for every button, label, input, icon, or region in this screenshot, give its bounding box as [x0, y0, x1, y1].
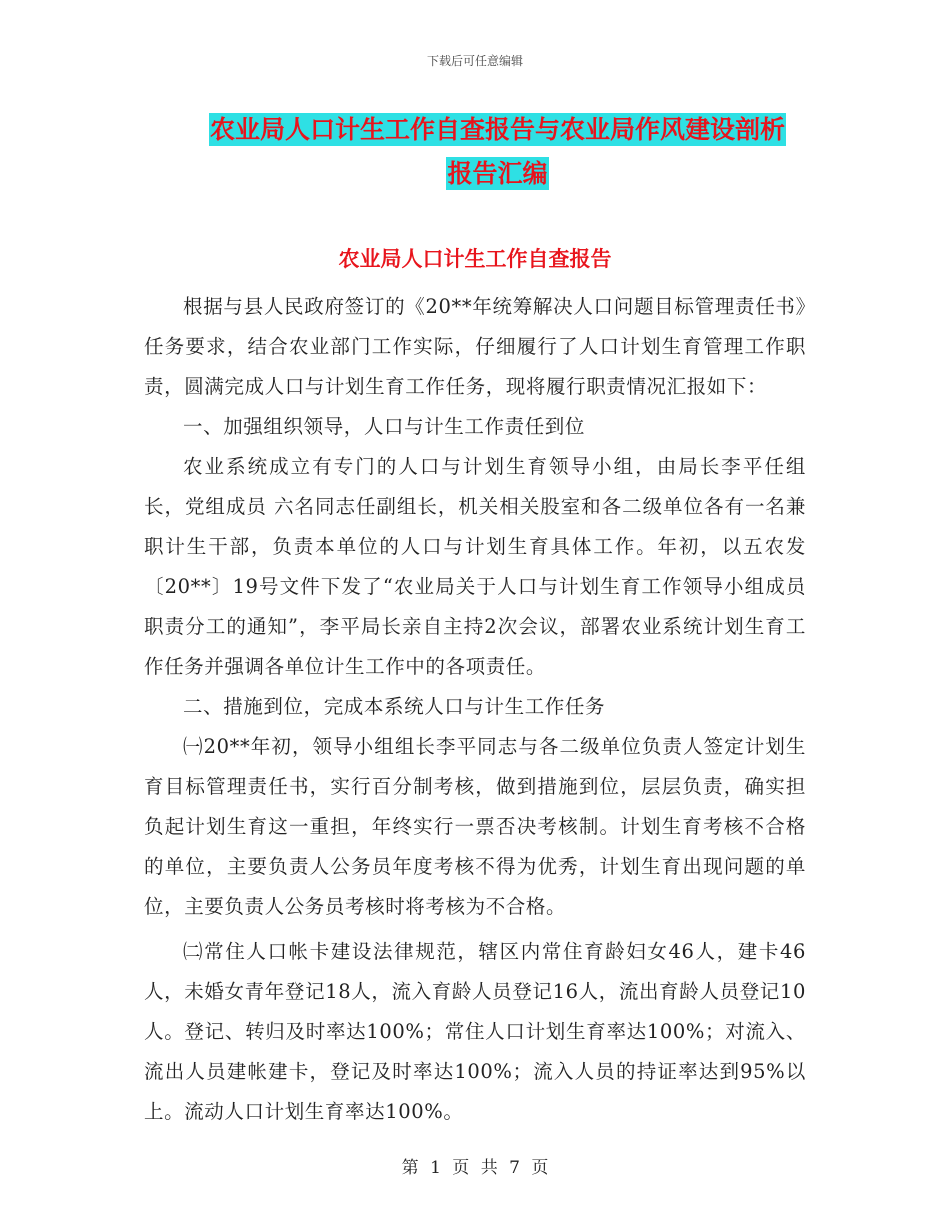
paragraph-item-1: ㈠20**年初，领导小组组长李平同志与各二级单位负责人签定计划生育目标管理责任书，实行百分制考核，做到措施到位，层层负责，确实担负起计划生育这一重担，年终实行一票否决考核制。计划生育考核不合格的单位，主要负责人公务员年度考核不得为优秀，计划生育出现问题的单位，主要负责人公务员考核时将考核为不合格。: [144, 735, 806, 918]
paragraph-organization: 农业系统成立有专门的人口与计划生育领导小组，由局长李平任组长，党组成员 六名同志任副组长，机关相关股室和各二级单位各有一名兼职计生干部，负责本单位的人口与计划生育具体工作。年初，以五农发〔20**〕19号文件下发了“农业局关于人口与计划生育工作领导小组成员职责分工的通知”，李平局长亲自主持2次会议，部署农业系统计划生育工作任务并强调各单位计生工作中的各项责任。: [144, 455, 806, 678]
paragraph-item-2: ㈡常住人口帐卡建设法律规范，辖区内常住育龄妇女46人，建卡46人，未婚女青年登记18人，流入育龄人员登记16人，流出育龄人员登记10人。登记、转归及时率达100%；常住人口计划生育率达100%；对流入、流出人员建帐建卡，登记及时率达100%；流入人员的持证率达到95%以上。流动人口计划生育率达100%。: [144, 940, 806, 1123]
heading-2: 二、措施到位，完成本系统人口与计生工作任务: [183, 695, 606, 718]
report-body: [144, 287, 806, 1132]
page-number-footer: 第 1 页 共 7 页: [401, 1158, 549, 1178]
section-title: 农业局人口计生工作自查报告: [338, 247, 612, 271]
document-title-line-1: 农业局人口计生工作自查报告与农业局作风建设剖析: [209, 115, 785, 144]
header-note: 下载后可任意编辑: [426, 54, 523, 68]
document-title-line-2: 报告汇编: [447, 159, 548, 188]
heading-1: 一、加强组织领导，人口与计生工作责任到位: [183, 415, 586, 438]
paragraph-intro: 根据与县人民政府签订的《20**年统筹解决人口问题目标管理责任书》任务要求，结合农业部门工作实际，仔细履行了人口计划生育管理工作职责，圆满完成人口与计划生育工作任务，现将履行职责情况汇报如下：: [144, 295, 806, 398]
